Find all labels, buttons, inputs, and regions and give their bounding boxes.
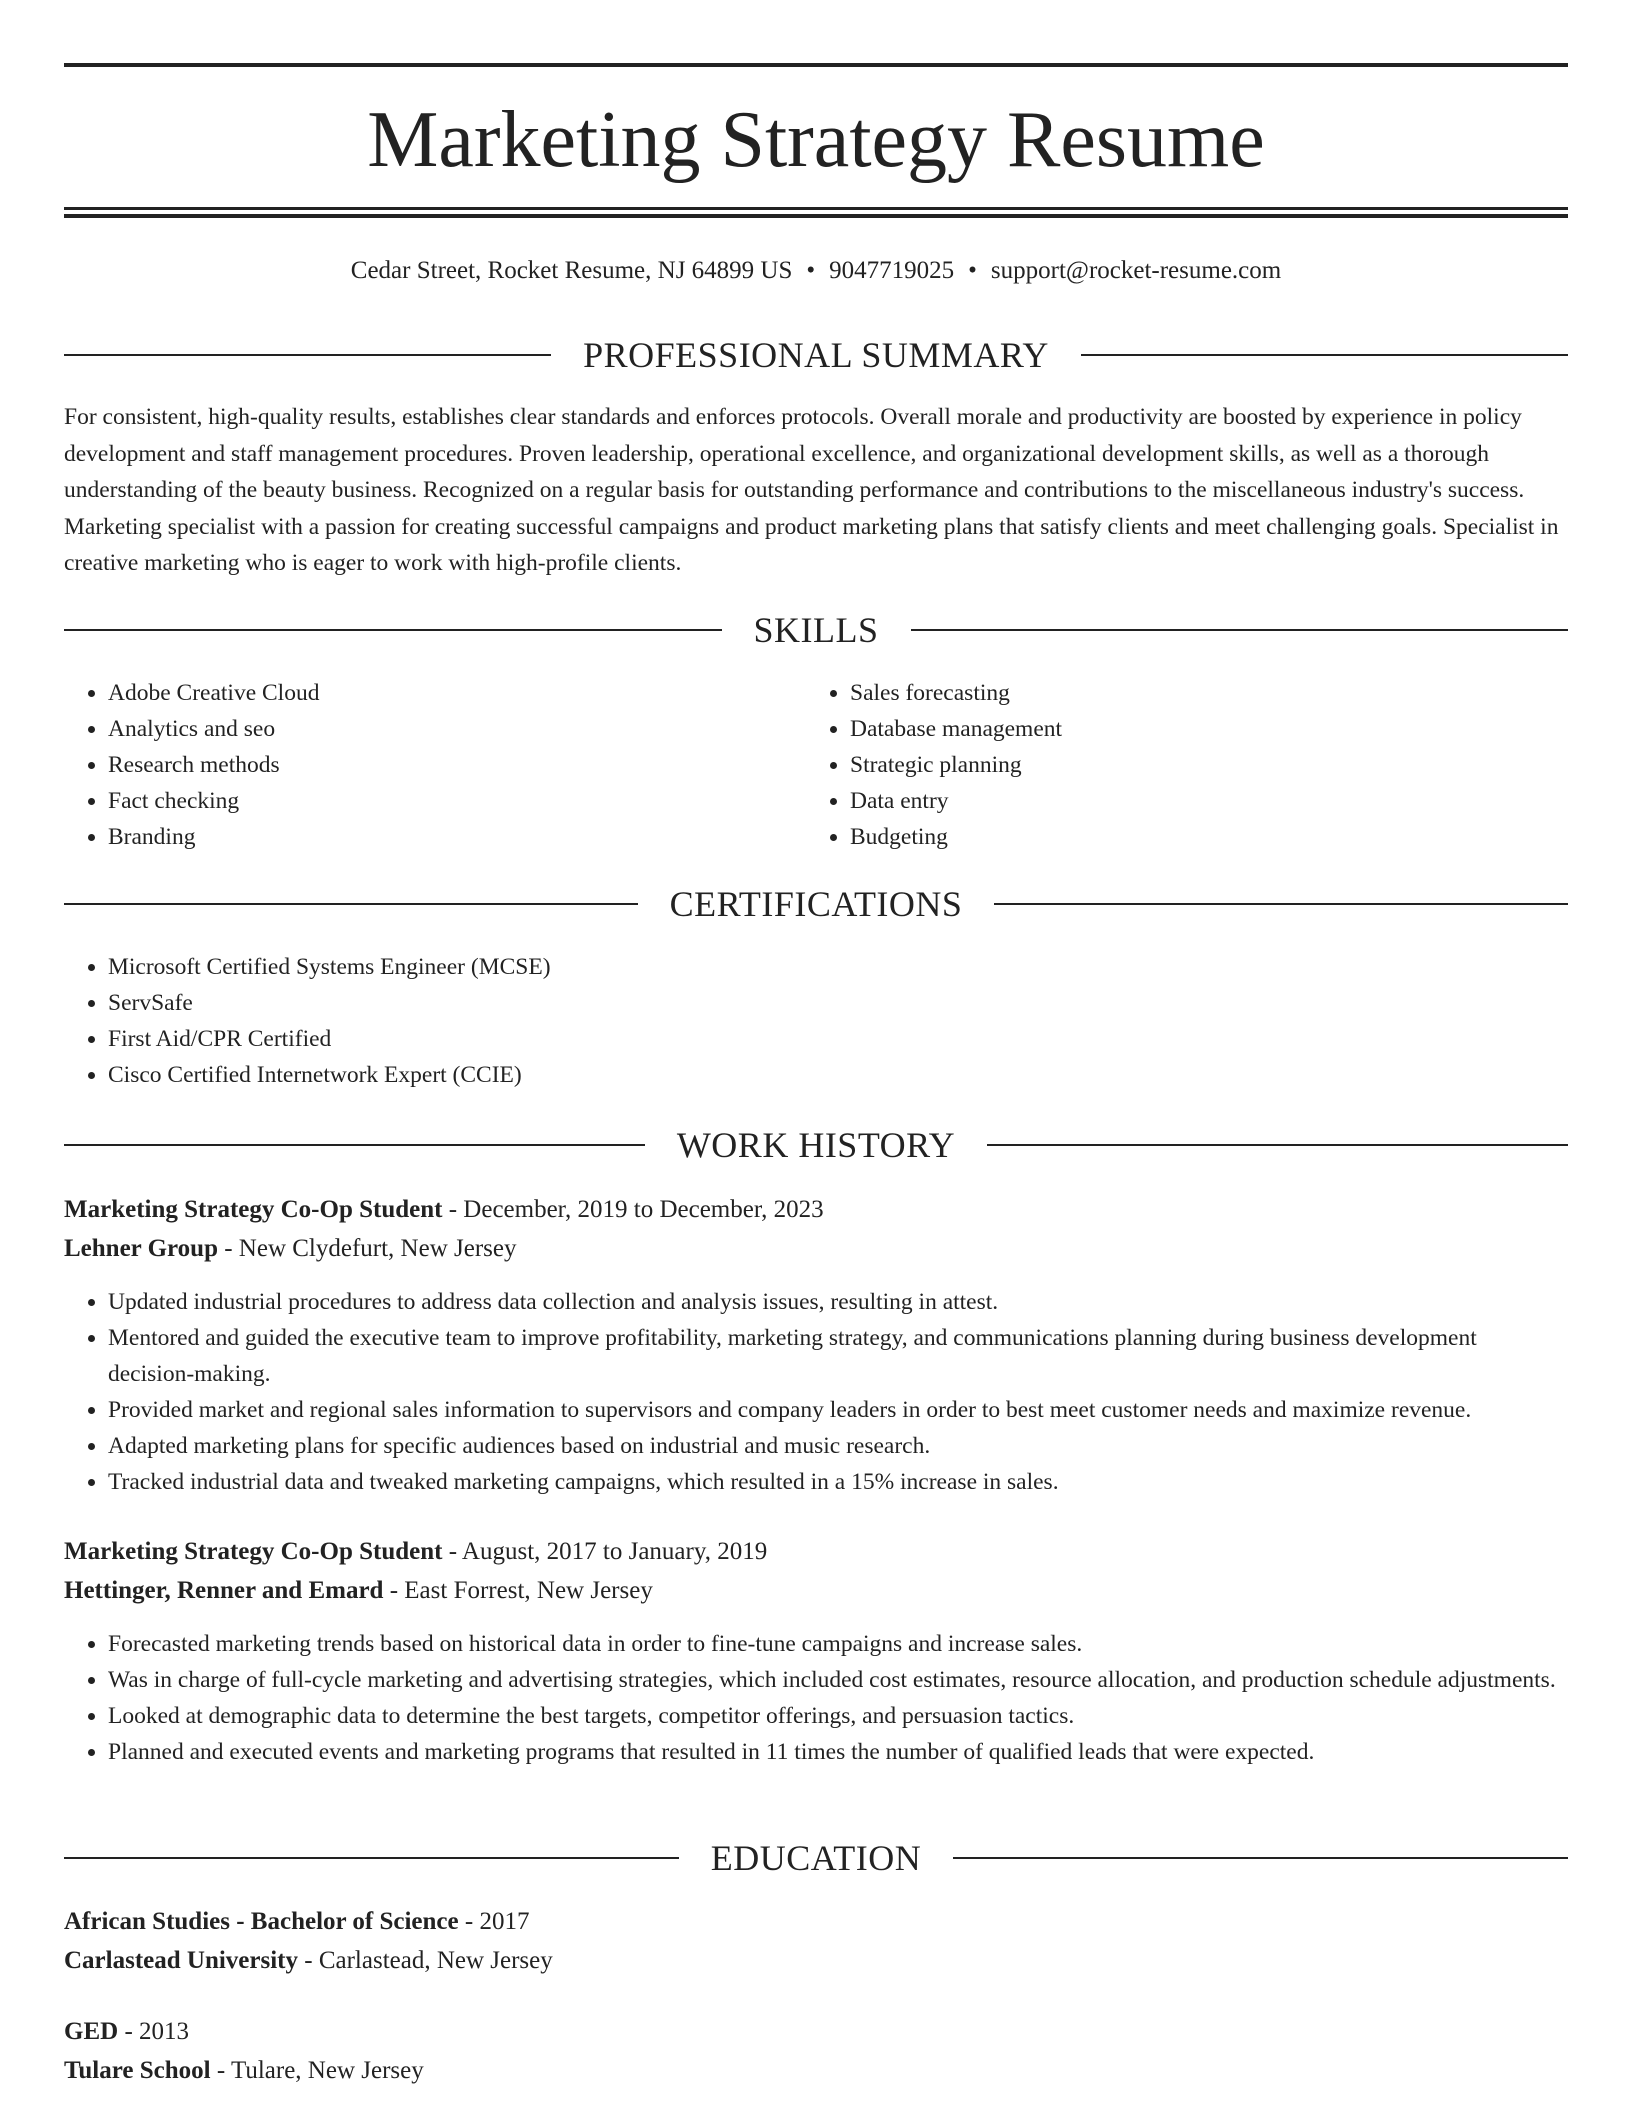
skills-column-right bbox=[806, 675, 1506, 855]
job-title: Marketing Strategy Co-Op Student bbox=[64, 1538, 443, 1565]
list-item: • Looked at demographic data to determine the best targets, competitor offerings, and persuasion tactics. bbox=[108, 1698, 1568, 1734]
list-item: • Tracked industrial data and tweaked marketing campaigns, which resulted in a 15% increase in sales. bbox=[108, 1464, 1568, 1500]
education-location: - Tulare, New Jersey bbox=[210, 2057, 424, 2084]
job-company-line bbox=[64, 1229, 1568, 1268]
heading-rule-left bbox=[64, 1857, 679, 1859]
list-item: • Database management bbox=[850, 711, 1506, 747]
job-dates: - December, 2019 to December, 2023 bbox=[442, 1196, 824, 1223]
work-history-heading-label: WORK HISTORY bbox=[676, 1125, 956, 1165]
job-title-line bbox=[64, 1190, 1568, 1229]
education-year: - 2017 bbox=[458, 1908, 530, 1935]
job-location: - New Clydefurt, New Jersey bbox=[217, 1235, 517, 1262]
job-entry bbox=[64, 1532, 1568, 1610]
job-bullets bbox=[64, 1284, 1568, 1500]
list-item: • Updated industrial procedures to address data collection and analysis issues, resulting in attest. bbox=[108, 1284, 1568, 1320]
list-item: • Strategic planning bbox=[850, 747, 1506, 783]
education-school-line bbox=[64, 1941, 1568, 1980]
education-entry bbox=[64, 2012, 1568, 2090]
education-school: Tulare School bbox=[64, 2057, 211, 2084]
education-school: Carlastead University bbox=[64, 1947, 298, 1974]
contact-phone[interactable]: 9047719025 bbox=[829, 257, 955, 284]
list-item: • Microsoft Certified Systems Engineer (MCSE) bbox=[108, 949, 1568, 985]
education-entry bbox=[64, 1902, 1568, 1980]
education-location: - Carlastead, New Jersey bbox=[298, 1947, 553, 1974]
list-item: • Forecasted marketing trends based on historical data in order to fine-tune campaigns and increase sales. bbox=[108, 1626, 1568, 1662]
list-item: • Adapted marketing plans for specific audiences based on industrial and music research. bbox=[108, 1428, 1568, 1464]
job-bullets bbox=[64, 1626, 1568, 1770]
summary-heading-label: PROFESSIONAL SUMMARY bbox=[583, 335, 1049, 375]
heading-rule-left bbox=[64, 629, 722, 631]
top-rule bbox=[64, 63, 1568, 67]
contact-separator: • bbox=[806, 257, 816, 284]
list-item: • Sales forecasting bbox=[850, 675, 1506, 711]
list-item: • Adobe Creative Cloud bbox=[108, 675, 764, 711]
skills-heading-label: SKILLS bbox=[753, 610, 879, 650]
list-item: • Mentored and guided the executive team to improve profitability, marketing strategy, and communications planning during business development decision-making. bbox=[108, 1320, 1568, 1392]
education-degree: GED bbox=[64, 2018, 119, 2045]
education-degree: African Studies - Bachelor of Science bbox=[64, 1908, 459, 1935]
education-degree-line bbox=[64, 2012, 1568, 2051]
job-dates: - August, 2017 to January, 2019 bbox=[442, 1538, 768, 1565]
job-location: - East Forrest, New Jersey bbox=[383, 1577, 653, 1604]
contact-line bbox=[64, 254, 1568, 288]
list-item: • Research methods bbox=[108, 747, 764, 783]
list-item: • First Aid/CPR Certified bbox=[108, 1021, 1568, 1057]
heading-rule-right bbox=[1081, 354, 1568, 356]
job-company: Lehner Group bbox=[64, 1235, 218, 1262]
list-item: • Planned and executed events and marketing programs that resulted in 11 times the number of qualified leads that were expected. bbox=[108, 1734, 1568, 1770]
job-entry bbox=[64, 1190, 1568, 1268]
education-school-line bbox=[64, 2051, 1568, 2090]
certifications-heading bbox=[64, 882, 1568, 926]
education-heading-label: EDUCATION bbox=[710, 1838, 922, 1878]
job-title: Marketing Strategy Co-Op Student bbox=[64, 1196, 443, 1223]
skills-column-left bbox=[64, 675, 764, 855]
contact-separator: • bbox=[968, 257, 977, 284]
summary-heading bbox=[64, 333, 1568, 377]
list-item: • Branding bbox=[108, 819, 764, 855]
list-item: • Cisco Certified Internetwork Expert (CCIE) bbox=[108, 1057, 1568, 1093]
education-heading bbox=[64, 1836, 1568, 1880]
contact-email[interactable]: support@rocket-resume.com bbox=[990, 257, 1282, 284]
certifications-list bbox=[64, 949, 1568, 1093]
list-item: • Data entry bbox=[850, 783, 1506, 819]
list-item: • Budgeting bbox=[850, 819, 1506, 855]
education-year: - 2013 bbox=[118, 2018, 190, 2045]
heading-rule-left bbox=[64, 1144, 645, 1146]
job-company-line bbox=[64, 1571, 1568, 1610]
list-item: • Was in charge of full-cycle marketing and advertising strategies, which included cost estimates, resource allocation, and production schedule adjustments. bbox=[108, 1662, 1568, 1698]
list-item: • ServSafe bbox=[108, 985, 1568, 1021]
list-item: • Analytics and seo bbox=[108, 711, 764, 747]
heading-rule-right bbox=[953, 1857, 1568, 1859]
heading-rule-left bbox=[64, 903, 638, 905]
education-degree-line bbox=[64, 1902, 1568, 1941]
list-item: • Provided market and regional sales information to supervisors and company leaders in order to best meet customer needs and maximize revenue. bbox=[108, 1392, 1568, 1428]
contact-address: Cedar Street, Rocket Resume, NJ 64899 US bbox=[350, 257, 793, 284]
page-title: Marketing Strategy Resume bbox=[367, 96, 1265, 184]
work-history-heading bbox=[64, 1123, 1568, 1167]
certifications-heading-label: CERTIFICATIONS bbox=[669, 884, 963, 924]
heading-rule-left bbox=[64, 354, 551, 356]
job-title-line bbox=[64, 1532, 1568, 1571]
heading-rule-right bbox=[994, 903, 1568, 905]
list-item: • Fact checking bbox=[108, 783, 764, 819]
summary-text: For consistent, high-quality results, establishes clear standards and enforces protocols. Overall morale and productivity are boosted by experience in policy development and staff management procedures. Proven leadership, operational excellence, and organizational development skills, as well as a thorough understanding of the beauty business. Recognized on a regular basis for outstanding performance and contributions to the miscellaneous industry's success. Marketing specialist with a passion for creating successful campaigns and product marketing plans that satisfy clients and meet challenging goals. Specialist in creative marketing who is eager to work with high-profile clients. bbox=[64, 404, 1559, 576]
title-double-rule bbox=[64, 207, 1568, 218]
skills-heading bbox=[64, 608, 1568, 652]
heading-rule-right bbox=[911, 629, 1569, 631]
heading-rule-right bbox=[987, 1144, 1568, 1146]
job-company: Hettinger, Renner and Emard bbox=[64, 1577, 384, 1604]
